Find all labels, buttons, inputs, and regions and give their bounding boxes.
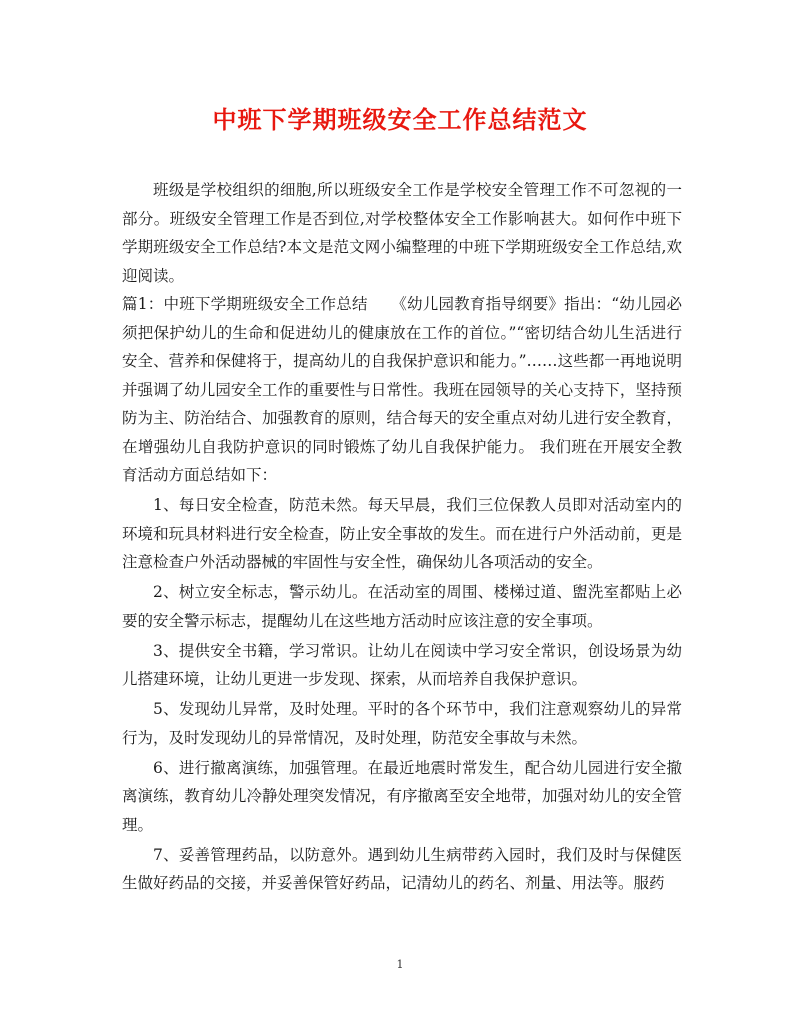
document-body xyxy=(122,176,682,898)
list-item: 1、每日安全检查，防范未然。每天早晨，我们三位保教人员即对活动室内的环境和玩具材料进行安全检查，防止安全事故的发生。而在进行户外活动前，更是注意检查户外活动器械的牢固性与安全性，确保幼儿各项活动的安全。 xyxy=(122,496,682,571)
list-item: 5、发现幼儿异常，及时处理。平时的各个环节中，我们注意观察幼儿的异常行为，及时发现幼儿的异常情况，及时处理，防范安全事故与未然。 xyxy=(122,700,682,747)
list-item: 7、妥善管理药品，以防意外。遇到幼儿生病带药入园时，我们及时与保健医生做好药品的交接，并妥善保管好药品，记清幼儿的药名、剂量、用法等。服药 xyxy=(122,845,682,892)
part1-paragraph: 篇1：中班下学期班级安全工作总结 《幼儿园教育指导纲要》指出：“幼儿园必须把保护幼儿的生命和促进幼儿的健康放在工作的首位。”“密切结合幼儿生活进行安全、营养和保健将于，提高幼儿的自我保护意识和能力。”……这些都一再地说明并强调了幼儿园安全工作的重要性与日常性。我班在园领导的关心支持下，坚持预防为主、防治结合、加强教育的原则，结合每天的安全重点对幼儿进行安全教育，在增强幼儿自我防护意识的同时锻炼了幼儿自我保护能力。 我们班在开展安全教育活动方面总结如下： xyxy=(122,295,682,484)
list-item: 6、进行撤离演练，加强管理。在最近地震时常发生，配合幼儿园进行安全撤离演练，教育幼儿冷静处理突发情况，有序撤离至安全地带，加强对幼儿的安全管理。 xyxy=(122,758,682,834)
list-item: 2、树立安全标志，警示幼儿。在活动室的周围、楼梯过道、盥洗室都贴上必要的安全警示标志，提醒幼儿在这些地方活动时应该注意的安全事项。 xyxy=(122,583,682,630)
page-number: 1 xyxy=(396,958,404,971)
intro-paragraph: 班级是学校组织的细胞,所以班级安全工作是学校安全管理工作不可忽视的一部分。班级安全管理工作是否到位,对学校整体安全工作影响甚大。如何作中班下学期班级安全工作总结?本文是范文网小编整理的中班下学期班级安全工作总结,欢迎阅读。 xyxy=(122,181,682,285)
list-item: 3、提供安全书籍，学习常识。让幼儿在阅读中学习安全常识，创设场景为幼儿搭建环境，让幼儿更进一步发现、探索，从而培养自我保护意识。 xyxy=(122,641,682,688)
document-title: 中班下学期班级安全工作总结范文 xyxy=(212,105,588,134)
